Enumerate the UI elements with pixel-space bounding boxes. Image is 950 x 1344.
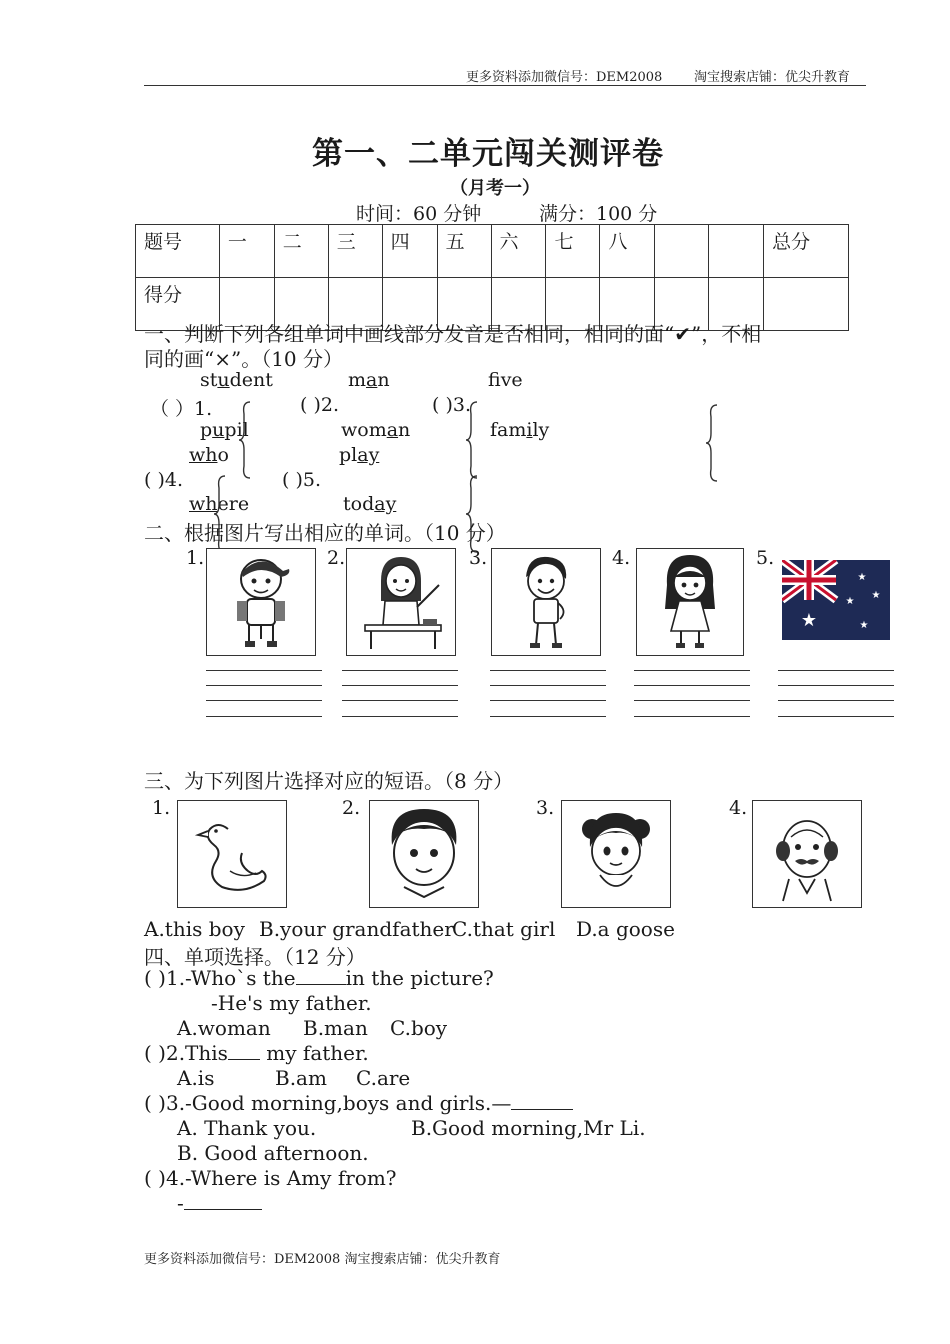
s4-q2-option-c[interactable]: C.are [356, 1066, 411, 1090]
goose-icon [178, 801, 286, 907]
footer-text: 更多资料添加微信号：DEM2008 淘宝搜索店铺：优尖升教育 [144, 1252, 501, 1267]
word-today: today [343, 493, 397, 515]
exam-full-score: 满分：100 分 [539, 203, 658, 225]
q3-answer-paren[interactable]: ( )3. [432, 394, 471, 416]
s2-item-number: 2. [327, 547, 346, 569]
page-title: 第一、二单元闯关测评卷 [312, 136, 664, 172]
svg-text:★: ★ [871, 590, 881, 601]
score-cell: 七 [546, 225, 600, 278]
score-table-header-row [136, 225, 849, 278]
s4-q1-stem: ( )1.-Who`s the in the picture? [144, 966, 494, 990]
option-a-goose: D.a goose [576, 917, 675, 941]
answer-blank[interactable] [511, 1091, 573, 1110]
boy-face-icon [370, 801, 478, 907]
writing-line[interactable] [778, 700, 894, 701]
word-who: who [189, 444, 229, 466]
score-cell: 四 [382, 225, 437, 278]
picture-boy-face [369, 800, 479, 908]
s4-q1-option-c[interactable]: C.boy [390, 1016, 448, 1040]
answer-blank[interactable] [228, 1041, 260, 1060]
s2-item-number: 1. [186, 547, 205, 569]
writing-line[interactable] [342, 716, 458, 717]
score-cell: 一 [219, 225, 274, 278]
word-woman: woman [341, 419, 411, 441]
score-table [135, 224, 849, 331]
writing-line[interactable] [206, 716, 322, 717]
s3-item-number: 4. [729, 797, 748, 819]
word-man: man [348, 369, 390, 391]
writing-line[interactable] [342, 685, 458, 686]
section2-heading: 二、根据图片写出相应的单词。（10 分） [144, 521, 506, 545]
score-cell: 三 [328, 225, 382, 278]
score-cell [655, 225, 709, 278]
writing-line[interactable] [490, 685, 606, 686]
teacher-icon [347, 549, 455, 655]
option-that-girl: C.that girl [452, 917, 556, 941]
svg-text:★: ★ [845, 596, 855, 607]
writing-line[interactable] [778, 716, 894, 717]
svg-text:★: ★ [857, 572, 867, 583]
girl-face-icon [562, 801, 670, 907]
section1-heading-line2: 同的画“×”。（10 分） [144, 347, 344, 371]
q1-answer-paren[interactable]: （ ）1. [150, 398, 213, 420]
header-divider [144, 85, 866, 86]
section1-heading-line1: 一、判断下列各组单词中画线部分发音是否相同，相同的面“✔”，不相 [144, 322, 762, 346]
s3-item-number: 1. [152, 797, 171, 819]
word-pupil: pupil [200, 419, 249, 441]
writing-line[interactable] [634, 716, 750, 717]
answer-blank[interactable] [296, 966, 346, 985]
boy-icon [492, 549, 600, 655]
s4-q2-option-b[interactable]: B.am [275, 1066, 327, 1090]
svg-text:★: ★ [859, 620, 869, 631]
writing-line[interactable] [206, 685, 322, 686]
writing-line[interactable] [634, 700, 750, 701]
section3-heading: 三、为下列图片选择对应的短语。（8 分） [144, 769, 514, 793]
picture-boy [491, 548, 601, 656]
option-your-grandfather: B.your grandfather [259, 917, 454, 941]
picture-teacher [346, 548, 456, 656]
word-five: fve [488, 369, 523, 391]
s4-q3-option-b[interactable]: B.Good morning,Mr Li. [411, 1116, 646, 1140]
writing-line[interactable] [634, 685, 750, 686]
score-cell: 五 [437, 225, 491, 278]
s2-item-number: 3. [469, 547, 488, 569]
picture-grandfather [752, 800, 862, 908]
writing-line[interactable] [490, 700, 606, 701]
page-subtitle: （月考一） [450, 178, 540, 199]
picture-girl [636, 548, 744, 656]
writing-line[interactable] [342, 700, 458, 701]
writing-line[interactable] [778, 670, 894, 671]
student-boy-icon [207, 549, 315, 655]
score-entry-cell[interactable] [764, 278, 849, 331]
q5-answer-paren[interactable]: ( )5. [282, 469, 321, 491]
s2-item-number: 4. [612, 547, 631, 569]
answer-blank[interactable] [184, 1191, 262, 1210]
section4-heading: 四、单项选择。（12 分） [144, 945, 366, 969]
writing-line[interactable] [206, 670, 322, 671]
q4-answer-paren[interactable]: ( )4. [144, 469, 183, 491]
australia-flag-icon [782, 560, 890, 640]
s4-q2-option-a[interactable]: A.is [177, 1066, 215, 1090]
s4-q1-option-b[interactable]: B.man [303, 1016, 368, 1040]
option-this-boy: A.this boy [144, 917, 245, 941]
girl-icon [637, 549, 743, 655]
score-label-cell: 得分 [136, 278, 220, 331]
score-cell [709, 225, 764, 278]
grandfather-icon [753, 801, 861, 907]
s4-q1-answer: -He's my father. [211, 991, 372, 1015]
exam-time: 时间：60 分钟 [356, 203, 482, 225]
header-wechat: 更多资料添加微信号：DEM2008 [466, 70, 663, 85]
brace-icon [465, 400, 481, 480]
s4-q2-stem: ( )2.This my father. [144, 1041, 369, 1065]
picture-goose [177, 800, 287, 908]
s4-q3-option-a[interactable]: A. Thank you. [177, 1116, 317, 1140]
s4-q3-stem: ( )3.-Good morning,boys and girls.— [144, 1091, 573, 1115]
s2-item-number: 5. [756, 547, 775, 569]
score-cell: 总分 [764, 225, 849, 278]
writing-line[interactable] [490, 716, 606, 717]
word-family: family [490, 419, 550, 441]
word-where: where [189, 493, 250, 515]
s4-q1-option-a[interactable]: A.woman [177, 1016, 271, 1040]
s4-q4-stem: ( )4.-Where is Amy from? [144, 1166, 397, 1190]
s3-item-number: 3. [536, 797, 555, 819]
s4-q4-answer: - [177, 1191, 262, 1215]
s4-q3-option-c[interactable]: B. Good afternoon. [177, 1141, 369, 1165]
q2-answer-paren[interactable]: ( )2. [300, 394, 339, 416]
score-cell: 六 [491, 225, 546, 278]
header-shop: 淘宝搜索店铺：优尖升教育 [694, 70, 851, 85]
svg-text:★: ★ [800, 610, 818, 631]
word-student: student [200, 369, 273, 391]
writing-line[interactable] [490, 670, 606, 671]
score-cell: 八 [600, 225, 655, 278]
writing-line[interactable] [342, 670, 458, 671]
brace-icon [238, 400, 254, 480]
word-play: play [339, 444, 380, 466]
brace-icon [705, 403, 721, 483]
picture-girl-face [561, 800, 671, 908]
score-cell: 题号 [136, 225, 220, 278]
picture-student-boy [206, 548, 316, 656]
writing-line[interactable] [206, 700, 322, 701]
s3-item-number: 2. [342, 797, 361, 819]
writing-line[interactable] [778, 685, 894, 686]
australia-flag [782, 560, 890, 640]
score-cell: 二 [274, 225, 328, 278]
writing-line[interactable] [634, 670, 750, 671]
